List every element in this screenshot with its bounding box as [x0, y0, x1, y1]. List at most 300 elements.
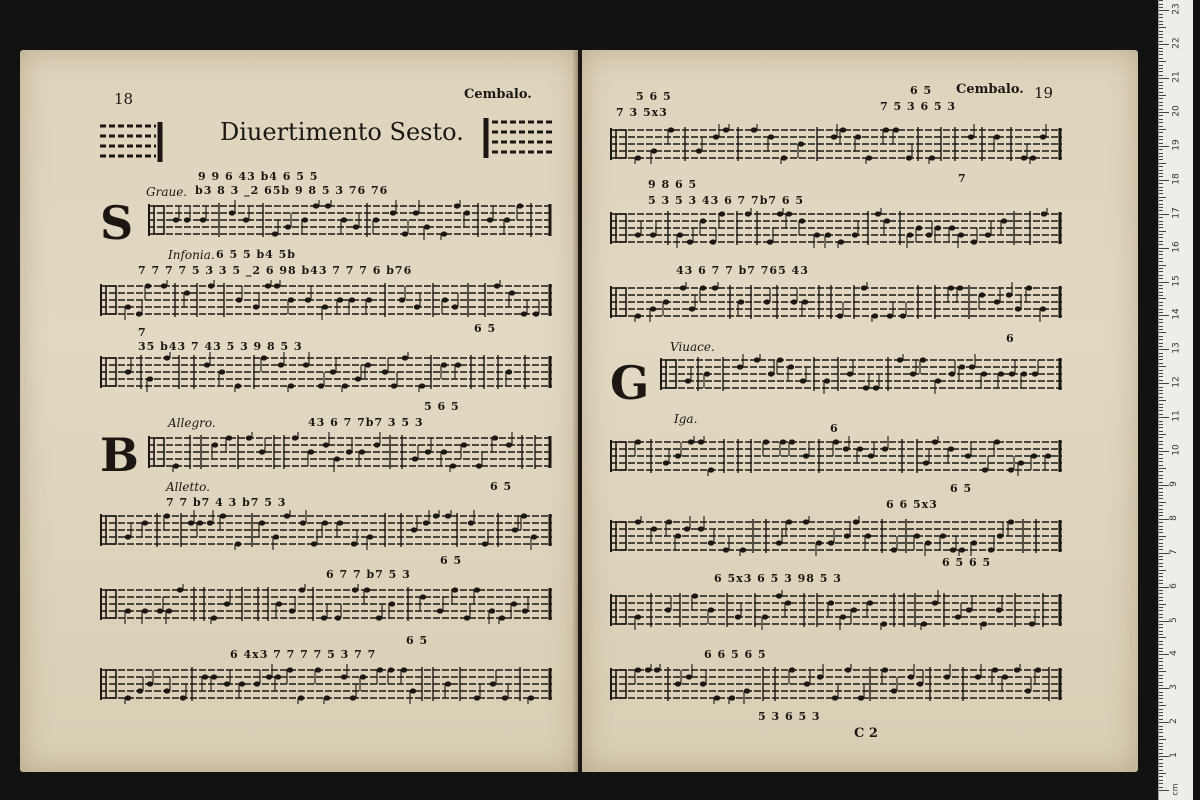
ruler-tick: [1159, 217, 1163, 218]
ruler-tick: [1159, 671, 1166, 672]
ruler-tick: [1159, 437, 1163, 438]
ruler-tick: [1159, 288, 1163, 289]
ruler-tick: [1159, 526, 1163, 527]
ruler-tick: [1159, 339, 1163, 340]
ruler-tick: [1159, 471, 1163, 472]
page-number-left: 18: [114, 90, 134, 108]
tempo-grave: Graue.: [146, 185, 188, 199]
ruler-label: 4: [1168, 650, 1179, 657]
music-staff-1: [148, 200, 552, 240]
ruler-label: 11: [1171, 410, 1182, 422]
ruler-tick: [1159, 44, 1169, 45]
ruler-tick: [1159, 343, 1163, 344]
ruler-tick: [1159, 88, 1163, 89]
ruler-tick: [1159, 553, 1169, 554]
ruler-tick: [1159, 146, 1169, 147]
staff-svg: [610, 664, 1062, 704]
ruler-tick: [1159, 776, 1163, 777]
ruler-tick: [1159, 441, 1163, 442]
ruler-tick: [1159, 132, 1163, 133]
ruler-tick: [1159, 383, 1169, 384]
ruler-tick: [1159, 102, 1163, 103]
ruler-tick: [1159, 397, 1163, 398]
ruler-label: 13: [1171, 342, 1182, 355]
figures-r15: 6 6 5 6 5: [704, 648, 767, 661]
ruler-tick: [1159, 224, 1163, 225]
ruler-tick: [1159, 159, 1163, 160]
ruler-label: 3: [1168, 684, 1179, 691]
ruler-tick: [1159, 753, 1163, 754]
ruler-tick: [1159, 444, 1163, 445]
left-page: [20, 50, 578, 772]
ruler-tick: [1159, 756, 1169, 757]
ruler-tick: [1159, 543, 1163, 544]
ruler-tick: [1159, 295, 1163, 296]
music-staff-r4: [660, 354, 1062, 394]
ruler-tick: [1159, 780, 1163, 781]
ruler-tick: [1159, 268, 1163, 269]
ruler-label: 18: [1171, 173, 1182, 185]
ruler-tick: [1159, 0, 1163, 1]
ruler-label: 6: [1168, 582, 1179, 589]
ruler-tick: [1159, 312, 1163, 313]
ruler-tick: [1159, 509, 1163, 510]
ruler-tick: [1159, 759, 1163, 760]
ruler-label: 7: [1168, 548, 1179, 555]
ruler-tick: [1159, 136, 1163, 137]
ruler-tick: [1159, 515, 1163, 516]
ruler-tick: [1159, 726, 1163, 727]
ruler-tick: [1159, 356, 1163, 357]
ruler-tick: [1159, 665, 1163, 666]
ruler-tick: [1159, 282, 1169, 283]
tempo-allegro: Allegro.: [168, 416, 216, 430]
ruler-tick: [1159, 210, 1163, 211]
ruler-tick: [1159, 187, 1163, 188]
ruler-tick: [1159, 204, 1163, 205]
music-staff-r3: [610, 282, 1062, 322]
ruler-tick: [1159, 478, 1163, 479]
staff-svg: [100, 352, 552, 392]
ruler-tick: [1159, 153, 1163, 154]
ruler-tick: [1159, 604, 1166, 605]
figures-line-15: 6 5: [406, 634, 429, 647]
ruler-tick: [1159, 624, 1163, 625]
figures-r1: 5 6 5: [636, 90, 672, 103]
ruler-tick: [1159, 576, 1163, 577]
ruler-label: 21: [1171, 71, 1182, 83]
ruler-tick: [1159, 719, 1163, 720]
ruler-tick: [1159, 668, 1163, 669]
ruler-tick: [1159, 163, 1166, 164]
ruler-tick: [1159, 502, 1166, 503]
ruler-tick: [1159, 332, 1166, 333]
figures-r6: 5 3 5 3 43 6 7 7b7 6 5: [648, 194, 805, 207]
ruler-tick: [1159, 129, 1166, 130]
initial-g: G: [610, 356, 650, 410]
ruler-tick: [1159, 227, 1163, 228]
ruler-tick: [1159, 31, 1163, 32]
ruler-tick: [1159, 298, 1166, 299]
figures-line-11: 6 5: [490, 480, 513, 493]
ruler-tick: [1159, 485, 1169, 486]
ruler-tick: [1159, 68, 1163, 69]
ruler-tick: [1159, 648, 1163, 649]
ruler-tick: [1159, 166, 1163, 167]
ruler-label: 10: [1171, 444, 1182, 456]
piece-title: Diuertimento Sesto.: [220, 118, 464, 146]
ruler-tick: [1159, 278, 1163, 279]
ruler-tick: [1159, 237, 1163, 238]
music-staff-r7: [610, 590, 1062, 630]
ruler-tick: [1159, 587, 1169, 588]
ruler-tick: [1159, 492, 1163, 493]
ruler-tick: [1159, 258, 1163, 259]
ruler-tick: [1159, 722, 1169, 723]
tempo-sinfonia: Infonia.: [168, 248, 215, 262]
ruler-tick: [1159, 739, 1166, 740]
ruler-tick: [1159, 617, 1163, 618]
ruler-tick: [1159, 634, 1163, 635]
ruler-label: 2: [1168, 718, 1179, 725]
ruler-tick: [1159, 709, 1163, 710]
ruler-tick: [1159, 285, 1163, 286]
ruler-tick: [1159, 532, 1163, 533]
ruler-tick: [1159, 783, 1163, 784]
ruler-tick: [1159, 41, 1163, 42]
ruler-tick: [1159, 190, 1163, 191]
ruler-tick: [1159, 763, 1163, 764]
ruler-tick: [1159, 614, 1163, 615]
initial-s: S: [100, 196, 134, 250]
ruler-tick: [1159, 231, 1166, 232]
ruler-tick: [1159, 736, 1163, 737]
figures-line-12: 6 7 7 b7 5 3: [326, 568, 411, 581]
staff-svg: [610, 436, 1062, 476]
ruler-tick: [1159, 475, 1163, 476]
ruler-label: 5: [1168, 616, 1179, 623]
staff-svg: [610, 590, 1062, 630]
ruler-label: 22: [1171, 37, 1182, 49]
ruler-tick: [1159, 51, 1163, 52]
ruler-tick: [1159, 404, 1163, 405]
ruler-tick: [1159, 322, 1163, 323]
ruler-tick: [1159, 583, 1163, 584]
figures-line-10: 7 7 b7 4 3 b7 5 3: [166, 496, 287, 509]
ruler-tick: [1159, 448, 1163, 449]
ruler-tick: [1159, 380, 1163, 381]
ruler-tick: [1159, 465, 1163, 466]
ruler-tick: [1159, 468, 1166, 469]
ruler-tick: [1159, 773, 1166, 774]
ruler-tick: [1159, 692, 1163, 693]
ruler-tick: [1159, 302, 1163, 303]
ruler-tick: [1159, 329, 1163, 330]
ruler-tick: [1159, 715, 1163, 716]
ruler-tick: [1159, 488, 1163, 489]
music-staff-7: [100, 664, 552, 704]
ruler-tick: [1159, 712, 1163, 713]
ruler-tick: [1159, 661, 1163, 662]
ruler-tick: [1159, 200, 1163, 201]
tempo-giga: Iga.: [674, 412, 698, 426]
ruler-tick: [1159, 180, 1169, 181]
ruler-tick: [1159, 58, 1163, 59]
ruler-tick: [1159, 746, 1163, 747]
ruler-tick: [1159, 431, 1163, 432]
ornament-bar-right: [482, 118, 554, 166]
figures-line-14: 6 4x3 7 7 7 7 5 3 7 7: [230, 648, 377, 661]
music-staff-r8: [610, 664, 1062, 704]
ruler-tick: [1159, 214, 1169, 215]
music-staff-r5: [610, 436, 1062, 476]
figures-r3: 6 5: [910, 84, 933, 97]
ruler-tick: [1159, 556, 1163, 557]
ruler-tick: [1159, 71, 1163, 72]
staff-svg: [100, 664, 552, 704]
music-staff-5: [100, 510, 552, 550]
staff-svg: [100, 584, 552, 624]
figures-r5: 9 8 6 5: [648, 178, 698, 191]
ruler-tick: [1159, 766, 1163, 767]
ruler-tick: [1159, 559, 1163, 560]
staff-svg: [148, 200, 552, 240]
ruler-tick: [1159, 675, 1163, 676]
ruler-tick: [1159, 61, 1166, 62]
ruler-tick: [1159, 749, 1163, 750]
music-staff-r1: [610, 124, 1062, 164]
ruler-tick: [1159, 387, 1163, 388]
staff-svg: [610, 208, 1062, 248]
ruler-label: 20: [1171, 105, 1182, 117]
ruler-tick: [1159, 149, 1163, 150]
figures-line-1: 9 9 6 43 b4 6 5 5: [198, 170, 319, 183]
ruler-unit: cm: [1170, 783, 1180, 796]
ruler-tick: [1159, 309, 1163, 310]
right-page: [582, 50, 1138, 772]
figures-r14: 6 5 6 5: [942, 556, 992, 569]
ruler-tick: [1159, 183, 1163, 184]
figures-r9: 6: [1006, 332, 1015, 345]
tempo-alletto: Alletto.: [166, 480, 210, 494]
ruler-tick: [1159, 678, 1163, 679]
ruler-tick: [1159, 695, 1163, 696]
ruler-tick: [1159, 109, 1163, 110]
ruler-tick: [1159, 424, 1163, 425]
figures-r12: 6 6 5x3: [886, 498, 938, 511]
ruler-tick: [1159, 241, 1163, 242]
ruler-tick: [1159, 75, 1163, 76]
ruler-label: 23: [1171, 3, 1182, 16]
music-staff-6: [100, 584, 552, 624]
ruler-tick: [1159, 234, 1163, 235]
initial-b: B: [100, 428, 139, 482]
ruler-tick: [1159, 495, 1163, 496]
ruler-tick: [1159, 743, 1163, 744]
ruler-tick: [1159, 353, 1163, 354]
ruler-tick: [1159, 644, 1163, 645]
ruler-tick: [1159, 366, 1166, 367]
figures-line-8: 43 6 7 7b7 3 5 3: [308, 416, 424, 429]
ruler-tick: [1159, 14, 1163, 15]
ruler-tick: [1159, 54, 1163, 55]
ruler-tick: [1159, 305, 1163, 306]
ruler-tick: [1159, 566, 1163, 567]
ruler-tick: [1159, 346, 1163, 347]
ruler-tick: [1159, 261, 1163, 262]
ruler-tick: [1159, 407, 1163, 408]
ruler-tick: [1159, 627, 1163, 628]
ruler-tick: [1159, 373, 1163, 374]
ruler-tick: [1159, 787, 1163, 788]
ruler-tick: [1159, 315, 1169, 316]
ruler-tick: [1159, 522, 1163, 523]
ruler-tick: [1159, 654, 1169, 655]
ruler-tick: [1159, 197, 1166, 198]
ruler-tick: [1159, 505, 1163, 506]
ruler-tick: [1159, 4, 1163, 5]
ruler-tick: [1159, 21, 1163, 22]
ruler-tick: [1159, 359, 1163, 360]
ruler-tick: [1159, 7, 1163, 8]
ruler-tick: [1159, 248, 1169, 249]
ruler-tick: [1159, 593, 1163, 594]
ruler-label: 14: [1171, 308, 1182, 321]
figures-r4: 7 5 3 6 5 3: [880, 100, 957, 113]
ruler-label: 16: [1171, 240, 1182, 253]
ruler-tick: [1159, 482, 1163, 483]
figures-r11: 6 5: [950, 482, 973, 495]
ruler-tick: [1159, 685, 1163, 686]
ruler-tick: [1159, 461, 1163, 462]
ruler-tick: [1159, 651, 1163, 652]
ruler-tick: [1159, 580, 1163, 581]
ruler-tick: [1159, 265, 1166, 266]
ruler-tick: [1159, 326, 1163, 327]
ruler-tick: [1159, 732, 1163, 733]
ruler-tick: [1159, 682, 1163, 683]
ruler-tick: [1159, 119, 1163, 120]
figures-r8: 43 6 7 7 b7 765 43: [676, 264, 809, 277]
figures-r10: 6: [830, 422, 839, 435]
ruler-tick: [1159, 319, 1163, 320]
ruler-tick: [1159, 770, 1163, 771]
ruler-tick: [1159, 173, 1163, 174]
running-head-right: Cembalo.: [956, 82, 1024, 97]
staff-svg: [610, 124, 1062, 164]
ruler-tick: [1159, 539, 1163, 540]
ruler-tick: [1159, 244, 1163, 245]
music-staff-4: [148, 432, 552, 472]
ruler-tick: [1159, 512, 1163, 513]
ruler-label: 9: [1168, 481, 1179, 487]
ruler-label: 19: [1171, 139, 1182, 151]
ruler-tick: [1159, 421, 1163, 422]
ruler-tick: [1159, 390, 1163, 391]
ruler-tick: [1159, 573, 1163, 574]
ruler-tick: [1159, 427, 1163, 428]
ruler-tick: [1159, 251, 1163, 252]
music-staff-r6: [610, 516, 1062, 556]
staff-svg: [100, 510, 552, 550]
ruler-tick: [1159, 85, 1163, 86]
ruler-tick: [1159, 112, 1169, 113]
ruler-tick: [1159, 546, 1163, 547]
ruler-tick: [1159, 363, 1163, 364]
ruler-tick: [1159, 10, 1169, 11]
ruler-tick: [1159, 82, 1163, 83]
music-staff-3: [100, 352, 552, 392]
ruler-tick: [1159, 702, 1163, 703]
ruler-tick: [1159, 17, 1163, 18]
staff-svg: [610, 282, 1062, 322]
ruler-tick: [1159, 705, 1166, 706]
ruler-tick: [1159, 631, 1163, 632]
ruler-tick: [1159, 221, 1163, 222]
ruler-tick: [1159, 370, 1163, 371]
page-number-right: 19: [1034, 84, 1054, 102]
ruler-tick: [1159, 610, 1163, 611]
ruler-tick: [1159, 176, 1163, 177]
ruler-tick: [1159, 48, 1163, 49]
ruler-tick: [1159, 115, 1163, 116]
ruler-tick: [1159, 393, 1163, 394]
running-head-left: Cembalo.: [464, 87, 532, 102]
ruler-tick: [1159, 95, 1166, 96]
ruler-tick: [1159, 126, 1163, 127]
figures-line-5: 7: [138, 326, 147, 339]
ruler-tick: [1159, 98, 1163, 99]
ruler-tick: [1159, 698, 1163, 699]
figures-r13: 6 5x3 6 5 3 98 5 3: [714, 572, 842, 585]
ruler-tick: [1159, 170, 1163, 171]
ruler-tick: [1159, 143, 1163, 144]
ruler-tick: [1159, 336, 1163, 337]
signature-mark: C 2: [854, 726, 878, 741]
ruler-tick: [1159, 451, 1169, 452]
ruler-tick: [1159, 519, 1169, 520]
ruler-tick: [1159, 349, 1169, 350]
ruler-tick: [1159, 549, 1163, 550]
figures-line-9: 5 6 5: [424, 400, 460, 413]
figures-line-7: 6 5: [474, 322, 497, 335]
ruler-tick: [1159, 658, 1163, 659]
ruler-tick: [1159, 563, 1163, 564]
tempo-vivace: Viuace.: [670, 340, 715, 354]
ruler-tick: [1159, 27, 1166, 28]
ruler-label: 15: [1171, 274, 1182, 287]
ruler-tick: [1159, 139, 1163, 140]
ruler-tick: [1159, 37, 1163, 38]
ruler-tick: [1159, 621, 1169, 622]
ruler-label: 17: [1171, 206, 1182, 219]
ruler-tick: [1159, 275, 1163, 276]
ruler-tick: [1159, 597, 1163, 598]
figures-r2: 7 3 5x3: [616, 106, 668, 119]
staff-svg: [610, 516, 1062, 556]
ruler-tick: [1159, 688, 1169, 689]
ruler-tick: [1159, 292, 1163, 293]
ruler-tick: [1159, 105, 1163, 106]
ruler-label: 12: [1171, 376, 1182, 388]
ruler-tick: [1159, 414, 1163, 415]
ruler-tick: [1159, 529, 1163, 530]
ruler-tick: [1159, 790, 1169, 791]
ruler-tick: [1159, 641, 1163, 642]
ruler-tick: [1159, 78, 1169, 79]
ruler-tick: [1159, 570, 1166, 571]
ruler-tick: [1159, 600, 1163, 601]
